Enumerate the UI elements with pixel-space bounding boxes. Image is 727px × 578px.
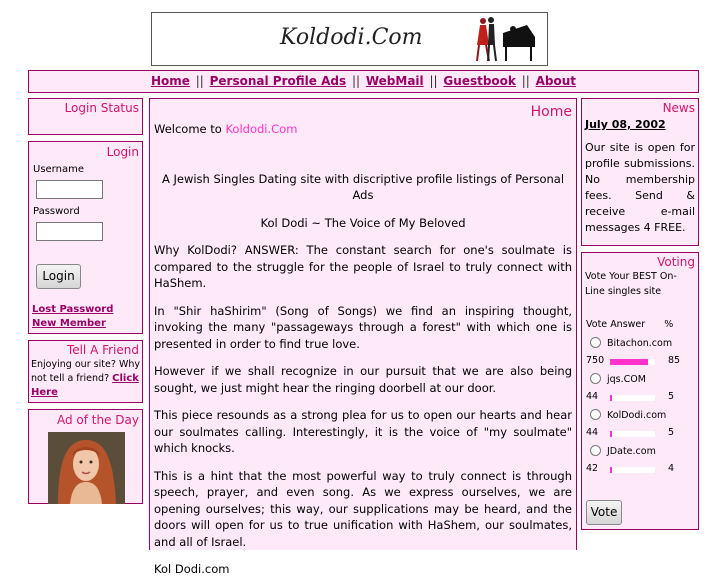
news-text: Our site is open for profile submissions. No membership fees. Send & receive e-mail messages 4 FREE. xyxy=(585,141,695,234)
vote-col-vote: Vote xyxy=(586,319,608,330)
lost-password-link[interactable]: Lost Password xyxy=(32,304,114,315)
vote-count: 44 xyxy=(586,427,599,438)
vote-radio[interactable] xyxy=(590,373,601,384)
vote-button[interactable]: Vote xyxy=(586,500,622,525)
tell-a-friend-message: Enjoying our site? Why not tell a friend? xyxy=(31,359,140,384)
login-heading: Login xyxy=(106,145,139,159)
paragraph-1: Why KolDodi? ANSWER: The constant search for one's soulmate is compared to the struggle for the people of Israel to truly connect with HaShem. xyxy=(154,243,572,290)
vote-col-percent: % xyxy=(664,319,674,330)
tell-a-friend-panel xyxy=(28,340,143,403)
tagline: A Jewish Singles Dating site with discriptive profile listings of Personal Ads xyxy=(161,171,565,202)
site-logo-title: Koldodi.Com xyxy=(280,25,423,50)
vote-option-stats xyxy=(586,427,696,438)
paragraph-4: This piece resounds as a strong plea for us to open our hearts and hear our soulmates calling. Interestingly, it is the voice of "my soulmate" which knocks. xyxy=(154,408,572,455)
vote-bar xyxy=(610,395,612,401)
vote-option-name: JDate.com xyxy=(607,446,656,457)
login-panel xyxy=(28,141,143,334)
vote-option-row xyxy=(586,409,666,421)
vote-percent: 5 xyxy=(668,427,675,438)
password-input[interactable] xyxy=(36,222,103,241)
tell-a-friend-click-link[interactable]: Click xyxy=(112,373,139,384)
nav-webmail[interactable]: WebMail xyxy=(365,74,424,88)
vote-count: 44 xyxy=(586,391,599,402)
vote-option-row xyxy=(586,373,646,385)
vote-option-stats xyxy=(586,463,696,474)
paragraph-2: In "Shir haShirim" (Song of Songs) we find an inspiring thought, invoking the many "passageways through a forest" with which one is presented in order to find true love. xyxy=(154,303,572,351)
vote-option-name: KolDodi.com xyxy=(607,410,667,421)
login-status-heading: Login Status xyxy=(64,101,139,115)
vote-count: 42 xyxy=(586,463,599,474)
tell-a-friend-here-link[interactable]: Here xyxy=(31,387,58,398)
vote-percent: 5 xyxy=(668,391,675,402)
login-button[interactable]: Login xyxy=(36,264,81,289)
site-banner xyxy=(151,12,548,66)
vote-bar xyxy=(610,431,612,437)
ad-of-the-day-heading: Ad of the Day xyxy=(56,413,139,427)
voting-question: Vote Your BEST On-Line singles site xyxy=(585,271,677,297)
welcome-text: Welcome to xyxy=(154,122,226,136)
nav-separator: || xyxy=(351,74,361,88)
top-nav xyxy=(28,70,699,93)
vote-radio[interactable] xyxy=(590,445,601,456)
signature: Kol Dodi.com xyxy=(154,562,230,576)
vote-percent: 4 xyxy=(668,463,675,474)
vote-bar xyxy=(610,359,648,365)
dancers-piano-icon xyxy=(469,15,539,65)
nav-separator: || xyxy=(521,74,530,88)
paragraph-5: This is a hint that the most powerful way to truly connect is through speech, prayer, and even song. As we express ourselves, we are opening ourselves; this way, our supplications may be heard, and the doors will open for us to true unification with HaShem, our soulmates, and all of Israel. xyxy=(154,468,572,549)
vote-option-name: jqs.COM xyxy=(607,374,646,385)
new-member-link[interactable]: New Member xyxy=(32,318,106,329)
voting-heading: Voting xyxy=(657,255,695,269)
paragraph-3: However if we shall recognize in our pursuit that we are also being sought, we just might hear the ringing doorbell at our door. xyxy=(154,364,572,395)
nav-personal-profile-ads[interactable]: Personal Profile Ads xyxy=(209,74,347,88)
page-title: Home xyxy=(530,104,572,120)
voting-panel xyxy=(581,252,699,530)
tell-a-friend-text xyxy=(29,357,142,401)
vote-col-answer: Answer xyxy=(610,319,646,330)
vote-radio[interactable] xyxy=(590,337,601,348)
username-label: Username xyxy=(33,164,84,175)
username-input[interactable] xyxy=(36,180,103,199)
vote-bar-track xyxy=(610,467,655,473)
nav-separator: || xyxy=(195,74,204,88)
welcome-site-name: Koldodi.Com xyxy=(225,122,298,136)
vote-count: 750 xyxy=(586,355,605,366)
ad-of-the-day-panel xyxy=(28,409,143,504)
news-panel xyxy=(581,98,699,246)
vote-option-stats xyxy=(586,355,696,366)
vote-percent: 85 xyxy=(668,355,681,366)
tell-a-friend-heading: Tell A Friend xyxy=(66,343,139,357)
vote-table-header xyxy=(586,319,673,330)
vote-option-row xyxy=(586,337,672,349)
vote-bar-track xyxy=(610,431,655,437)
main-content xyxy=(149,98,577,576)
nav-separator: || xyxy=(429,74,438,88)
news-heading: News xyxy=(662,101,695,115)
nav-home[interactable]: Home xyxy=(150,74,190,88)
news-date: July 08, 2002 xyxy=(585,118,666,131)
vote-option-row xyxy=(586,445,656,457)
vote-option-stats xyxy=(586,391,696,402)
welcome-line xyxy=(150,121,576,138)
subtitle: Kol Dodi ~ The Voice of My Beloved xyxy=(260,215,466,230)
vote-radio[interactable] xyxy=(590,409,601,420)
nav-guestbook[interactable]: Guestbook xyxy=(443,74,516,88)
ad-profile-photo[interactable] xyxy=(48,432,125,504)
vote-bar-track xyxy=(610,395,655,401)
login-status-panel xyxy=(28,98,143,135)
password-label: Password xyxy=(33,206,80,217)
vote-bar xyxy=(610,467,612,473)
nav-about[interactable]: About xyxy=(535,74,577,88)
vote-option-name: Bitachon.com xyxy=(607,338,673,349)
